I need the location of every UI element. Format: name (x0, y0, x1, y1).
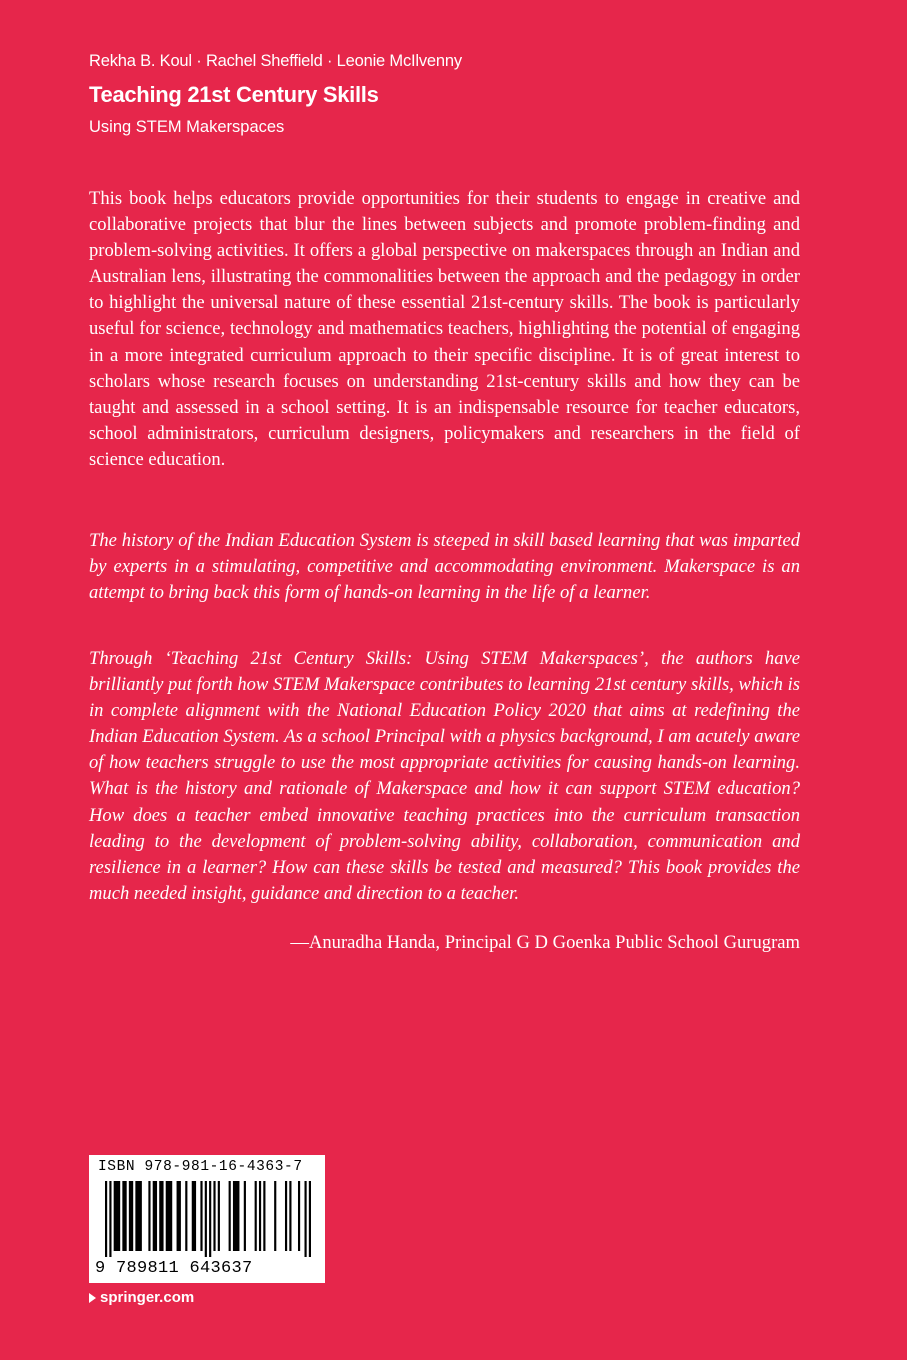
review-paragraph-1: The history of the Indian Education System is steeped in skill based learning that was imparted by experts in a stimulating, competitive and accommodating environment. Makerspace is an attempt to bring back this form of hands-on learning in the life of a learner. (89, 530, 800, 604)
barcode-bar (200, 1181, 202, 1251)
isbn-label: ISBN 978-981-16-4363-7 (98, 1159, 303, 1175)
barcode-bar (159, 1181, 163, 1251)
ean-digits: 9 789811 643637 (95, 1259, 253, 1278)
barcode-bar (229, 1181, 231, 1251)
barcode-bar (185, 1181, 187, 1251)
publisher-website: springer.com (100, 1289, 195, 1306)
barcode-bar (205, 1181, 207, 1257)
review-attribution: —Anuradha Handa, Principal G D Goenka Public School Gurugram (290, 932, 800, 953)
barcode-bar (244, 1181, 246, 1251)
barcode-bar (135, 1181, 142, 1251)
barcode-bar (259, 1181, 261, 1251)
isbn-barcode (89, 1155, 325, 1283)
barcode-bar (213, 1181, 215, 1251)
book-description: This book helps educators provide opportunities for their students to engage in creative and collaborative projects that blur the lines between subjects and promote problem-finding and problem-solving activities. It offers a global perspective on makerspaces through an Indian and Australian lens, illustrating the commonalities between the approach and the pedagogy in order to highlight the universal nature of these essential 21st-century skills. The book is particularly useful for science, technology and mathematics teachers, highlighting the potential of engaging in a more integrated curriculum approach to their specific discipline. It is of great interest to scholars whose research focuses on understanding 21st-century skills and how they can be taught and assessed in a school setting. It is an indispensable resource for teacher educators, school administrators, curriculum designers, policymakers and researchers in the field of science education. (89, 188, 800, 470)
book-subtitle: Using STEM Makerspaces (89, 118, 285, 136)
authors: Rekha B. Koul · Rachel Sheffield · Leonie McIlvenny (89, 52, 462, 70)
barcode-bar (298, 1181, 300, 1251)
barcode-bar (285, 1181, 287, 1251)
barcode-bar (105, 1181, 107, 1257)
barcode-bar (153, 1181, 157, 1251)
barcode-bar (289, 1181, 291, 1251)
barcode-bar (192, 1181, 196, 1251)
book-title: Teaching 21st Century Skills (89, 82, 379, 107)
barcode-bar (255, 1181, 257, 1251)
barcode-bar (309, 1181, 311, 1257)
barcode-bar (263, 1181, 265, 1251)
publisher-link[interactable] (89, 1289, 194, 1306)
barcode-bar (148, 1181, 150, 1251)
barcode-bar (129, 1181, 133, 1251)
barcode-bar (114, 1181, 121, 1251)
barcode-bar (304, 1181, 306, 1257)
barcode-bar (209, 1181, 211, 1257)
barcode-bar (122, 1181, 126, 1251)
barcode-bar (218, 1181, 220, 1251)
arrow-right-icon (89, 1293, 96, 1303)
barcode-bar (109, 1181, 111, 1257)
review-paragraph-2: Through ‘Teaching 21st Century Skills: Using STEM Makerspaces’, the authors have brilliantly put forth how STEM Makerspace contributes to learning 21st century skills, which is in complete alignment with the National Education Policy 2020 that aims at redefining the Indian Education System. As a school Principal with a physics background, I am acutely aware of how teachers struggle to use the most appropriate activities for causing hands-on learning. What is the history and rationale of Makerspace and how it can support STEM education? How does a teacher embed innovative teaching practices into the curriculum transaction leading to the development of problem-solving ability, collaboration, communication and resilience in a learner? How can these skills be tested and measured? This book provides the much needed insight, guidance and direction to a teacher. (89, 648, 800, 904)
barcode-bar (166, 1181, 173, 1251)
barcode-bar (233, 1181, 240, 1251)
barcode-bar (177, 1181, 181, 1251)
barcode-bars (105, 1181, 311, 1257)
barcode-bar (274, 1181, 276, 1251)
